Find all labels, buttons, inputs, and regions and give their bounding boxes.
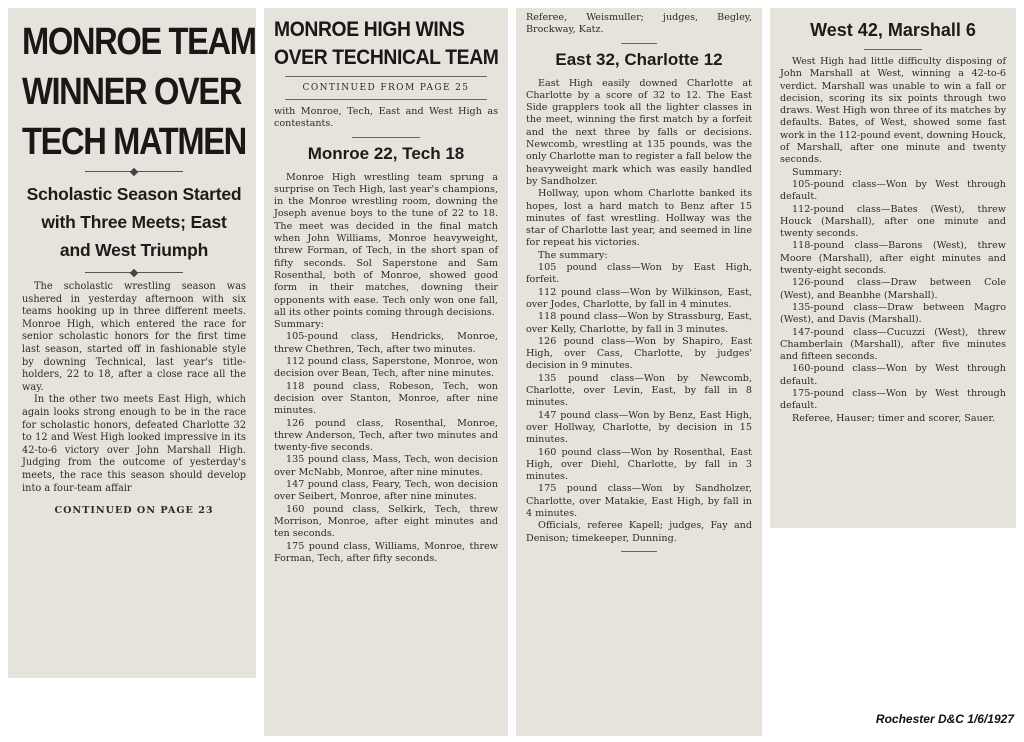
result-line: 160-pound class—Won by West through default. — [780, 363, 1006, 387]
result-line: 118 pound class, Robeson, Tech, won decision over Stanton, Monroe, after nine minutes. — [274, 380, 498, 417]
section-heading: Monroe 22, Tech 18 — [307, 143, 465, 163]
subhead-line-3: and West Triumph — [59, 240, 209, 260]
paragraph: West High had little difficulty disposing of John Marshall at West, winning a 42-to-6 verdict. Marshall was unable to win a fall or decision, scoring its six points through two draws. West High won three of its matches by defaults. Bates, of West, showed some fast work in the 112-pound event, downing Houck, of Marshall, after one minute and twenty seconds. — [780, 56, 1006, 166]
result-line: 112-pound class—Bates (West), threw Houck (Marshall), after one minute and twenty seconds. — [780, 203, 1006, 240]
result-line: 135 pound class, Mass, Tech, won decision over McNabb, Monroe, after nine minutes. — [274, 454, 498, 478]
clipping-west-marshall — [770, 8, 1016, 528]
summary-label: Summary: — [274, 319, 324, 331]
paragraph: In the other two meets East High, which again looks strong enough to be in the race for scholastic honors, defeated Charlotte 32 to 12 and West High looked impressive in its 42-to-6 victory over John Marshall High. Judging from the outcome of yesterday's meets, the race this season should develop into a four-team affair — [22, 394, 246, 494]
divider — [621, 551, 657, 552]
ornament-divider — [85, 272, 184, 273]
continued-from-label: CONTINUED FROM PAGE 25 — [302, 83, 470, 93]
paragraph: Hollway, upon whom Charlotte banked its hopes, lost a hard match to Benz after 15 minutes of fast wrestling. Hollway was the star of Charlotte last year, and seemed in line for repeat his victories. — [526, 188, 752, 249]
result-line: 175-pound class—Won by West through default. — [780, 388, 1006, 412]
paragraph: East High easily downed Charlotte at Charlotte by a score of 32 to 12. The East Side grapplers took all the lighter classes in the meet, winning the first match by a forfeit and the next three by falls or decisions. Newcomb, wrestling at 135 pounds, was the only Charlotte man to register a fall below the heavyweight mark which was easily handled by Sandholzer. — [526, 77, 752, 187]
result-line: 126 pound class, Rosenthal, Monroe, threw Anderson, Tech, after two minutes and twenty-five seconds. — [274, 417, 498, 454]
result-line: 112 pound class, Saperstone, Monroe, won decision over Bean, Tech, after nine minutes. — [274, 356, 498, 380]
result-line: 105 pound class—Won by East High, forfeit. — [526, 262, 752, 286]
ornament-divider — [85, 171, 184, 172]
continued-on-label: CONTINUED ON PAGE 23 — [54, 505, 214, 517]
subhead-line-1: Scholastic Season Started — [26, 184, 242, 204]
result-line: 112 pound class—Won by Wilkinson, East, over Jodes, Charlotte, by fall in 4 minutes. — [526, 286, 752, 310]
result-line: 175 pound class—Won by Sandholzer, Charlotte, over Matakie, East High, by fall in 4 minutes. — [526, 483, 752, 519]
result-line: 160 pound class—Won by Rosenthal, East High, over Diehl, Charlotte, by fall in 3 minutes. — [526, 446, 752, 483]
section-heading: East 32, Charlotte 12 — [555, 49, 723, 69]
result-line: 126 pound class—Won by Shapiro, East High, over Cass, Charlotte, by judges' decision in 9 minutes. — [526, 335, 752, 372]
result-line: 126-pound class—Draw between Cole (West), and Beanbhe (Marshall). — [780, 277, 1006, 301]
subhead-line-2: with Three Meets; East — [41, 212, 227, 232]
clipping-east-charlotte — [516, 8, 762, 736]
result-line: 147-pound class—Cucuzzi (West), threw Chamberlain (Marshall), after five minutes and fifteen seconds. — [780, 326, 1006, 363]
officials-line: Officials, referee Kapell; judges, Fay and Denison; timekeeper, Dunning. — [526, 520, 752, 544]
summary-label: The summary: — [538, 249, 608, 261]
result-line: 135 pound class—Won by Newcomb, Charlotte, over Levin, East, by fall in 8 minutes. — [526, 372, 752, 409]
result-line: 118 pound class—Won by Strassburg, East, over Kelly, Charlotte, by fall in 3 minutes. — [526, 311, 752, 335]
divider — [285, 99, 487, 100]
result-line: 147 pound class, Feary, Tech, won decision over Seibert, Monroe, after nine minutes. — [274, 479, 498, 503]
paragraph: Monroe High wrestling team sprung a surprise on Tech High, last year's champions, in the Monroe wrestling room, downing the Joseph avenue boys to the tune of 22 to 18. The meet was decided in the final match when John Williams, Monroe heavyweight, threw Forman, of Tech, in the short span of fifty seconds. Sol Saperstone and Sam Rosenthal, both of Monroe, showed good form in their matches, downing their opponents with ease. Tech only won one fall, all its other points coming through decisions. — [274, 171, 498, 318]
clipping-monroe-high-wins — [264, 8, 508, 736]
headline-line-1: MONROE HIGH WINS — [274, 18, 465, 41]
result-line: 147 pound class—Won by Benz, East High, over Hollway, Charlotte, by decision in 15 minutes. — [526, 409, 752, 446]
result-line: 160 pound class, Selkirk, Tech, threw Morrison, Monroe, after eight minutes and ten seconds. — [274, 503, 498, 540]
headline-line-2: WINNER OVER — [22, 71, 242, 113]
lead-text: with Monroe, Tech, East and West High as contestants. — [274, 106, 498, 130]
article-body — [22, 281, 246, 495]
clipping-monroe-team-winner — [8, 8, 256, 678]
result-line: 105-pound class—Won by West through default. — [780, 178, 1006, 203]
lead-text: Referee, Weismuller; judges, Begley, Brockway, Katz. — [526, 12, 752, 36]
headline-line-2: OVER TECHNICAL TEAM — [274, 46, 499, 69]
divider — [864, 49, 923, 50]
source-credit: Rochester D&C 1/6/1927 — [875, 712, 1014, 726]
paragraph: The scholastic wrestling season was ushered in yesterday afternoon with six teams hooking up in three different meets. Monroe High, which entered the race for senior scholastic honors for the first time last season, started off in fashionable style by downing Technical, last year's title-holders, 22 to 18, after a close race all the way. — [22, 281, 246, 393]
summary-label: Summary: — [792, 166, 842, 178]
headline-line-3: TECH MATMEN — [22, 121, 246, 163]
divider — [285, 76, 487, 77]
result-line: 175 pound class, Williams, Monroe, threw Forman, Tech, after fifty seconds. — [274, 540, 498, 564]
divider — [621, 43, 657, 44]
result-line: 135-pound class—Draw between Magro (West), and Davis (Marshall). — [780, 301, 1006, 326]
result-line: 118-pound class—Barons (West), threw Moore (Marshall), after eight minutes and twenty-eight seconds. — [780, 240, 1006, 277]
divider — [352, 137, 419, 138]
result-line: 105-pound class, Hendricks, Monroe, threw Chethren, Tech, after two minutes. — [274, 331, 498, 355]
section-heading: West 42, Marshall 6 — [810, 20, 976, 40]
officials-line: Referee, Hauser; timer and scorer, Sauer. — [792, 412, 996, 424]
headline-line-1: MONROE TEAM — [22, 21, 256, 63]
